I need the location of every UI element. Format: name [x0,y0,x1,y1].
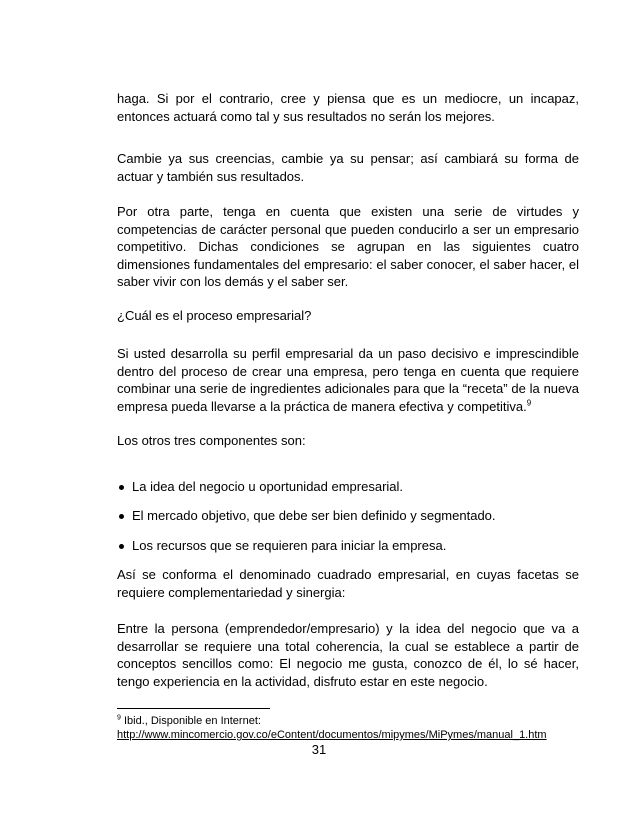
paragraph-4 [117,345,579,415]
paragraph-4-text: Si usted desarrolla su perfil empresarial da un paso decisivo e imprescindible dentro del proceso de crear una empresa, pero tenga en cuenta que requiere combinar una serie de ingredientes adicionales para que la “receta” de la nueva empresa pueda llevarse a la práctica de manera efectiva y competitiva. [117,346,579,414]
footnote [117,714,261,728]
paragraph-5: Los otros tres componentes son: [117,433,306,448]
paragraph-7: Entre la persona (emprendedor/empresario) y la idea del negocio que va a desarrollar se requiere una total coherencia, la cual se establece a partir de conceptos sencillos como: El negocio me gusta, conozco de él, lo sé hacer, tengo experiencia en la actividad, disfruto estar en este negocio. [117,621,579,689]
bullet-icon [119,544,124,549]
paragraph-1: haga. Si por el contrario, cree y piensa que es un mediocre, un incapaz, entonces actuará como tal y sus resultados no serán los mejores. [117,91,579,124]
footnote-text: Ibid., Disponible en Internet: [120,715,261,727]
bullet-icon [119,514,124,519]
footnote-reference[interactable]: 9 [526,398,532,408]
list-item-text: La idea del negocio u oportunidad empresarial. [132,479,404,494]
paragraph-3: Por otra parte, tenga en cuenta que existen una serie de virtudes y competencias de carácter personal que pueden conducirlo a ser un empresario competitivo. Dichas condiciones se agrupan en las siguientes cuatro dimensiones fundamentales del empresario: el saber conocer, el saber hacer, el saber vivir con los demás y el saber ser. [117,204,579,289]
list-item-text: El mercado objetivo, que debe ser bien definido y segmentado. [132,508,496,523]
page-number: 31 [311,742,327,757]
section-heading: ¿Cuál es el proceso empresarial? [117,308,312,323]
footnote-link[interactable]: http://www.mincomercio.gov.co/eContent/documentos/mipymes/MiPymes/manual_1.htm [117,729,547,741]
footnote-divider [117,708,270,709]
paragraph-2: Cambie ya sus creencias, cambie ya su pensar; así cambiará su forma de actuar y también sus resultados. [117,151,579,184]
list-item-text: Los recursos que se requieren para iniciar la empresa. [132,538,447,553]
bullet-icon [119,485,124,490]
footnote-number: 9 [117,714,121,722]
paragraph-6: Así se conforma el denominado cuadrado empresarial, en cuyas facetas se requiere complementariedad y sinergia: [117,567,579,600]
